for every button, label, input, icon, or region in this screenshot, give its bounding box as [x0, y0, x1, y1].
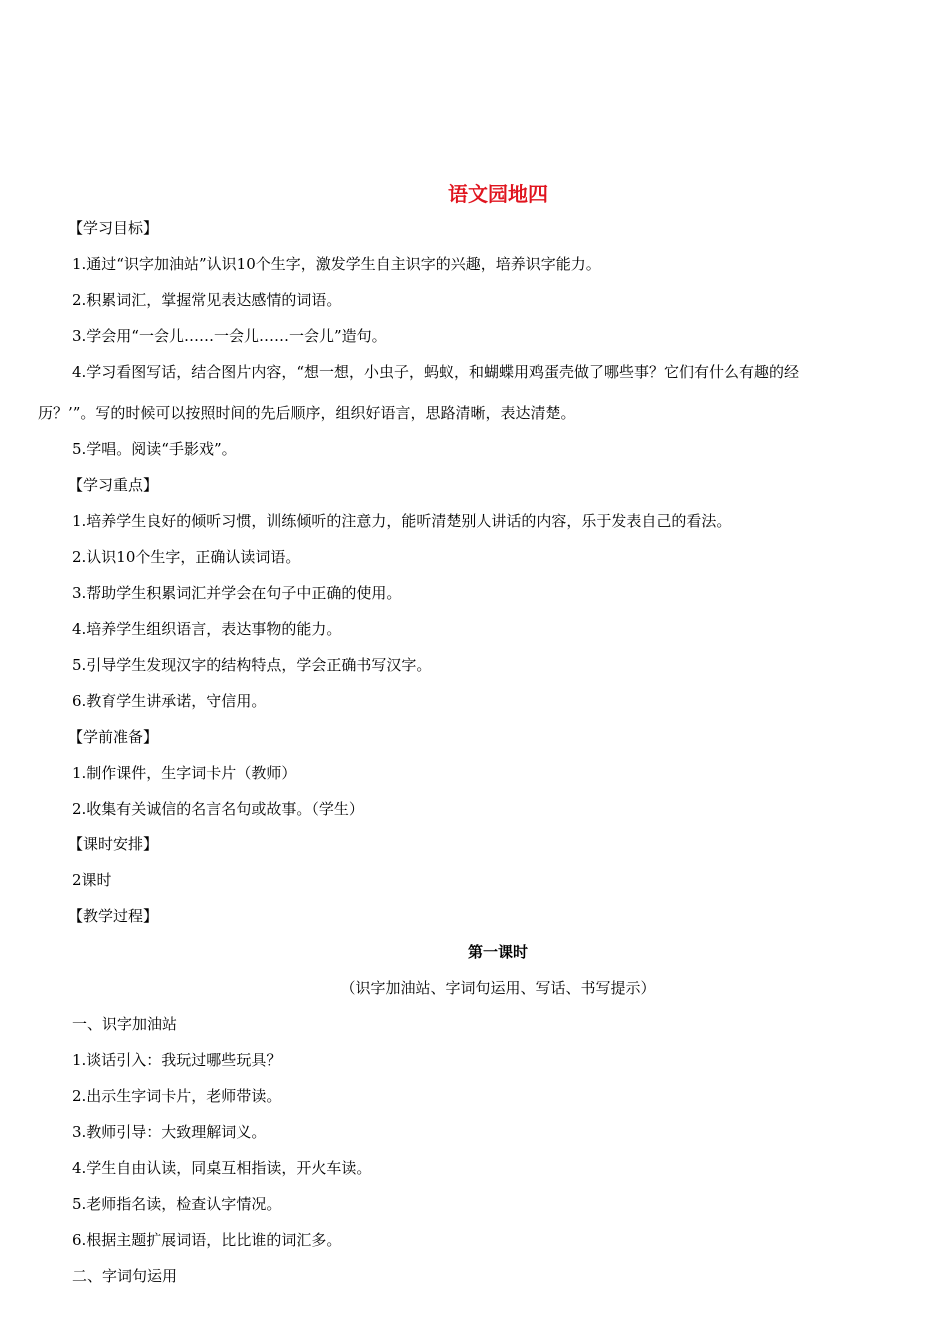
step-item: 3.教师引导：大致理解词义。	[72, 1123, 267, 1141]
step-item: 1.谈话引入：我玩过哪些玩具？	[72, 1051, 282, 1069]
part2-heading: 二、字词句运用	[72, 1267, 178, 1285]
goal-item: 5.学唱。阅读“手影戏”。	[72, 440, 237, 458]
goal-item-continued: 历？’”。写的时候可以按照时间的先后顺序，组织好语言，思路清晰，表达清楚。	[38, 404, 576, 422]
prep-item: 2.收集有关诚信的名言名句或故事。（学生）	[72, 800, 364, 818]
focus-item: 6.教育学生讲承诺，守信用。	[72, 692, 267, 710]
lesson1-subtitle: （识字加油站、字词句运用、写话、书写提示）	[340, 979, 656, 997]
focus-item: 3.帮助学生积累词汇并学会在句子中正确的使用。	[72, 584, 402, 602]
part1-heading: 一、识字加油站	[72, 1015, 178, 1033]
goal-item: 1.通过“识字加油站”认识10个生字，激发学生自主识字的兴趣，培养识字能力。	[72, 255, 601, 273]
focus-item: 4.培养学生组织语言，表达事物的能力。	[72, 620, 342, 638]
prep-item: 1.制作课件，生字词卡片（教师）	[72, 764, 297, 782]
goal-item: 2.积累词汇，掌握常见表达感情的词语。	[72, 291, 342, 309]
step-item: 4.学生自由认读，同桌互相指读，开火车读。	[72, 1159, 372, 1177]
focus-item: 5.引导学生发现汉字的结构特点，学会正确书写汉字。	[72, 656, 432, 674]
prep-heading: 【学前准备】	[68, 728, 159, 746]
schedule-value: 2课时	[72, 871, 112, 889]
step-item: 2.出示生字词卡片，老师带读。	[72, 1087, 282, 1105]
page-title: 语文园地四	[448, 182, 548, 206]
process-heading: 【教学过程】	[68, 907, 159, 925]
focus-heading: 【学习重点】	[68, 476, 159, 494]
schedule-heading: 【课时安排】	[68, 835, 159, 853]
focus-item: 2.认识10个生字，正确认读词语。	[72, 548, 301, 566]
step-item: 5.老师指名读，检查认字情况。	[72, 1195, 282, 1213]
goal-item: 3.学会用“一会儿……一会儿……一会儿”造句。	[72, 327, 387, 345]
lesson1-title: 第一课时	[467, 943, 528, 961]
goal-item: 4.学习看图写话，结合图片内容，“想一想，小虫子，蚂蚁，和蝴蝶用鸡蛋壳做了哪些事？它们有什么有趣的经	[72, 363, 799, 381]
goals-heading: 【学习目标】	[68, 219, 159, 237]
step-item: 6.根据主题扩展词语，比比谁的词汇多。	[72, 1231, 342, 1249]
focus-item: 1.培养学生良好的倾听习惯，训练倾听的注意力，能听清楚别人讲话的内容，乐于发表自己的看法。	[72, 512, 732, 530]
